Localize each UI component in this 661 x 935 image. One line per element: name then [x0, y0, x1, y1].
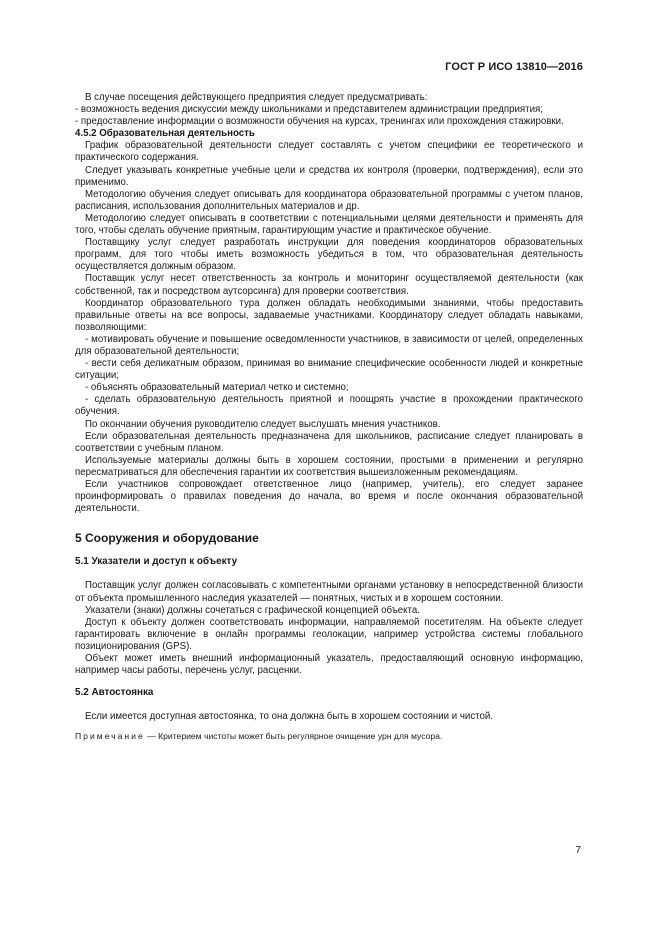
note: [75, 730, 583, 742]
section-heading-5: 5 Сооружения и оборудование: [75, 531, 259, 546]
paragraph: Если имеется доступная автостоянка, то она должна быть в хорошем состоянии и чистой.: [85, 711, 493, 723]
paragraph: Используемые материалы должны быть в хорошем состоянии, простыми в применении и регулярно пересматриваться для обеспечения гарантии их соответствия вышеизложенным рекомендациям.: [75, 454, 583, 478]
document-body: [75, 92, 583, 743]
paragraph: Поставщику услуг следует разработать инструкции для поведения координаторов образовательных программ, для того чтобы иметь возможность убедиться в том, что образовательная деятельность осуществляется должным образом.: [75, 237, 583, 273]
list-item: - мотивировать обучение и повышение осведомленности участников, в зависимости от целей, определенных для образовательной деятельности;: [75, 333, 583, 357]
page-number: 7: [575, 845, 581, 856]
intro-item: - возможность ведения дискуссии между школьниками и представителем администрации предприятия;: [75, 104, 543, 116]
list-item: - сделать образовательную деятельность приятной и поощрять участие в прохождении практического обучения.: [75, 394, 583, 418]
paragraph: Поставщик услуг должен согласовывать с компетентными органами установку в непосредственной близости от объекта промышленного наследия указателей — понятных, чистых и в хорошем состоянии.: [75, 580, 583, 604]
paragraph: Если образовательная деятельность предназначена для школьников, расписание следует планировать в соответствии с учебным планом.: [75, 430, 583, 454]
note-text: — Критерием чистоты может быть регулярное очищение урн для мусора.: [144, 731, 443, 742]
paragraph: Если участников сопровождает ответственное лицо (например, учитель), его следует заранее проинформировать о правилах поведения до начала, во время и после окончания образовательной деятельности.: [75, 479, 583, 515]
paragraph: Доступ к объекту должен соответствовать информации, направляемой посетителям. На объекте следует гарантировать включение в онлайн программы геолокации, например устройства системы глобального позиционирования (GPS).: [75, 616, 583, 652]
paragraph: Координатор образовательного тура должен обладать необходимыми знаниями, чтобы предоставить правильные ответы на все вопросы, задаваемые участниками. Координатору следует обладать навыками, позволяющими:: [75, 297, 583, 333]
subsection-heading-5-1: 5.1 Указатели и доступ к объекту: [75, 556, 238, 568]
list-item: - вести себя деликатным образом, принимая во внимание специфические особенности людей и конкретные ситуации;: [75, 358, 583, 382]
paragraph: Указатели (знаки) должны сочетаться с графической концепцией объекта.: [85, 604, 420, 616]
paragraph: Методологию следует описывать в соответствии с потенциальными целями деятельности и применять для того, чтобы сделать обучение приятным, гарантирующим участие и практическое обучение.: [75, 212, 583, 237]
paragraph: Следует указывать конкретные учебные цели и средства их контроля (проверки, подтверждения), если это применимо.: [75, 164, 583, 188]
subsection-heading-5-2: 5.2 Автостоянка: [75, 687, 154, 699]
paragraph: По окончании обучения руководителю следует выслушать мнения участников.: [85, 418, 441, 430]
intro-lead: В случае посещения действующего предприятия следует предусматривать:: [85, 92, 428, 103]
intro-item: - предоставление информации о возможности обучения на курсах, тренингах или прохождения стажировки.: [75, 116, 564, 128]
note-label: Примечание: [75, 731, 145, 742]
document-header: ГОСТ Р ИСО 13810—2016: [445, 61, 583, 73]
paragraph: Объект может иметь внешний информационный указатель, предоставляющий основную информацию, например часы работы, перечень услуг, расценки.: [75, 653, 583, 677]
paragraph: Поставщик услуг несет ответственность за контроль и мониторинг осуществляемой деятельности (как собственной, так и посредством аутсорсинга) для проверки соответствия.: [75, 273, 583, 297]
list-item: - объяснять образовательный материал четко и системно;: [85, 382, 349, 394]
paragraph: График образовательной деятельности следует составлять с учетом специфики ее теоретического и практического содержания.: [75, 140, 583, 164]
subsection-heading-4-5-2: 4.5.2 Образовательная деятельность: [75, 128, 255, 140]
paragraph: Методологию обучения следует описывать для координатора образовательной программы с учетом планов, расписания, использования дополнительных материалов и др.: [75, 188, 583, 212]
